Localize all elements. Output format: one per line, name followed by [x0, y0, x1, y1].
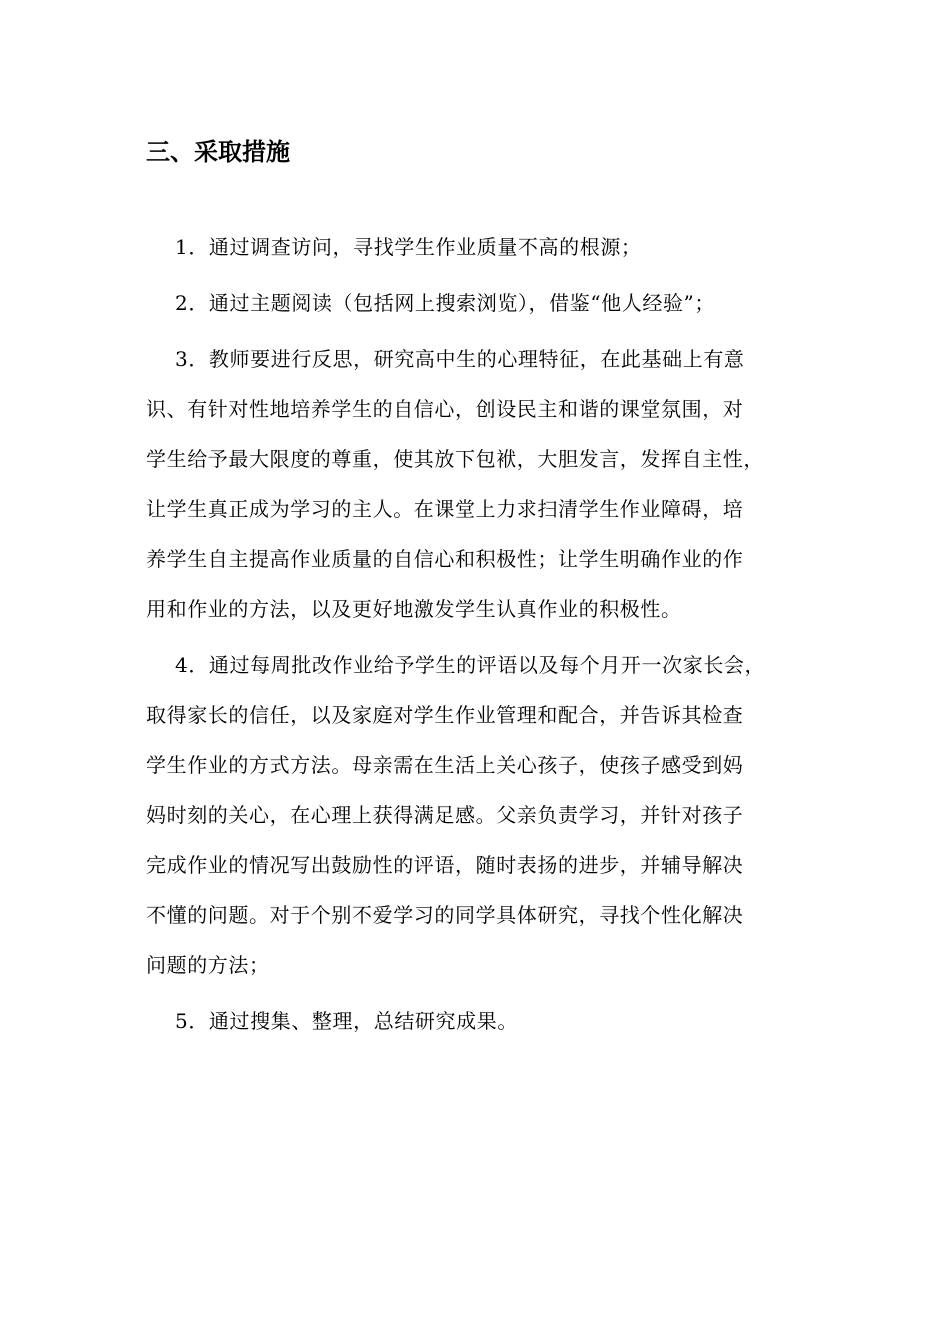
- paragraph-line: 不懂的问题。对于个别不爱学习的同学具体研究，寻找个性化解决: [146, 903, 744, 927]
- paragraph-line: 用和作业的方法，以及更好地激发学生认真作业的积极性。: [146, 597, 682, 621]
- paragraph-line: 5．通过搜集、整理，总结研究成果。: [175, 1009, 518, 1033]
- paragraph-5: [146, 996, 806, 1046]
- paragraph-line: 养学生自主提高作业质量的自信心和积极性；让学生明确作业的作: [146, 547, 744, 571]
- paragraph-3: [146, 334, 806, 634]
- paragraph-line: 4．通过每周批改作业给予学生的评语以及每个月开一次家长会，: [175, 653, 766, 677]
- paragraph-line: 1．通过调查访问，寻找学生作业质量不高的根源；: [175, 235, 642, 259]
- section-heading: 三、采取措施: [146, 138, 290, 166]
- paragraph-line: 完成作业的情况写出鼓励性的评语，随时表扬的进步，并辅导解决: [146, 853, 744, 877]
- paragraph-2: [146, 278, 806, 328]
- paragraph-4: [146, 640, 806, 990]
- paragraph-line: 学生作业的方式方法。母亲需在生活上关心孩子，使孩子感受到妈: [146, 753, 744, 777]
- paragraph-line: 学生给予最大限度的尊重，使其放下包袱，大胆发言，发挥自主性，: [146, 447, 764, 471]
- paragraph-line: 问题的方法；: [146, 953, 270, 977]
- paragraph-line: 2．通过主题阅读（包括网上搜索浏览），借鉴“他人经验”；: [175, 291, 715, 315]
- paragraph-line: 取得家长的信任，以及家庭对学生作业管理和配合，并告诉其检查: [146, 703, 744, 727]
- document-body: [146, 222, 806, 1052]
- paragraph-line: 3．教师要进行反思，研究高中生的心理特征，在此基础上有意: [175, 347, 745, 371]
- paragraph-1: [146, 222, 806, 272]
- paragraph-line: 识、有针对性地培养学生的自信心，创设民主和谐的课堂氛围，对: [146, 397, 744, 421]
- paragraph-line: 让学生真正成为学习的主人。在课堂上力求扫清学生作业障碍，培: [146, 497, 744, 521]
- paragraph-line: 妈时刻的关心，在心理上获得满足感。父亲负责学习，并针对孩子: [146, 803, 744, 827]
